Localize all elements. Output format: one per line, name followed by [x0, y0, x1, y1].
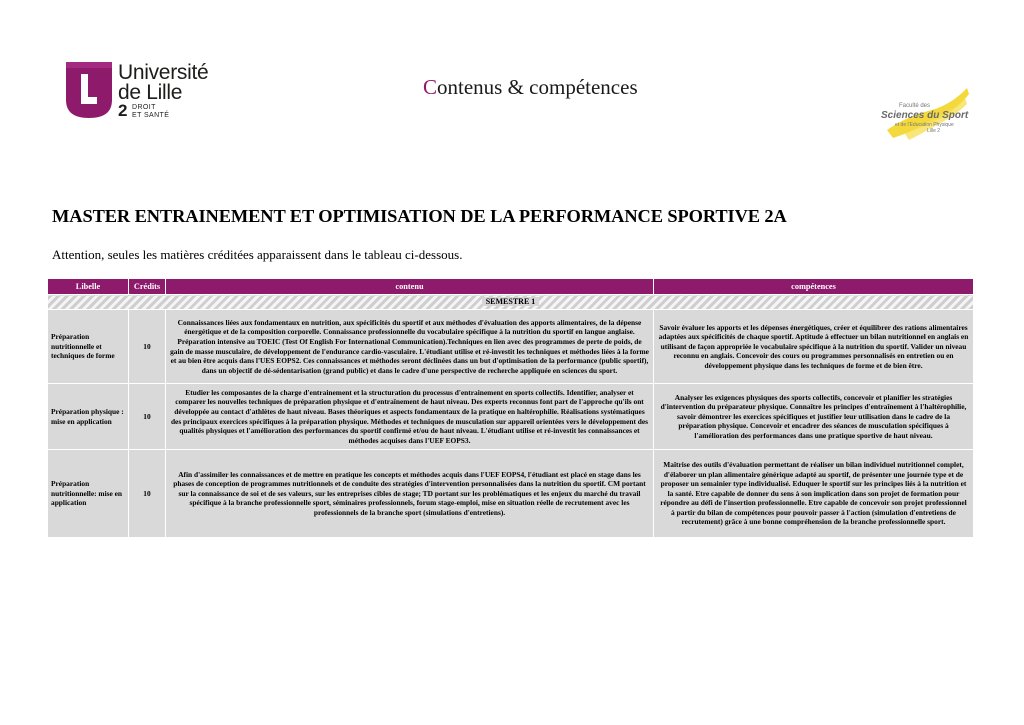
university-name-line2: de Lille: [118, 81, 183, 104]
table-row: [48, 450, 974, 538]
master-title: MASTER ENTRAINEMENT ET OPTIMISATION DE LA PERFORMANCE SPORTIVE 2A: [52, 206, 787, 226]
cell-contenu: Etudier les composantes de la charge d'entrainement et la structuration du processus d'entrainement en sports collectifs. Identifier, analyser et comparer les nouvelles techniques de préparation physique et d'entraînement de haut niveau. Des experts reconnus font part de l'approche qu'ils ont développée au contact d'athlètes de haut niveau. Bases théoriques et aspects fondamentaux de la pratique en haltérophilie. Réalisations systématiques des principaux exercices spécifiques à la préparation physique. Méthodes et techniques de musculation sur appareil orientées vers le développement des qualités physiques et l'amélioration des performances du sportif confirmé et/ou de haut niveau. L'étudiant utilise et ré-investit les connaissances et méthodes acquises dans l'UEF EOPS3.: [166, 384, 654, 450]
page-title-initial: C: [423, 75, 438, 99]
faculty-logo-line4: Lille 2: [927, 128, 941, 134]
column-header-contenu: contenu: [166, 279, 654, 295]
cell-credits: 10: [129, 310, 166, 384]
university-logo-mark-icon: [66, 62, 112, 118]
cell-libelle: Préparation nutritionnelle: mise en application: [48, 450, 129, 538]
column-header-competences: compétences: [654, 279, 974, 295]
semester-cell: [48, 295, 974, 310]
university-name-line1: Université: [118, 61, 209, 84]
column-header-libelle: Libelle: [48, 279, 129, 295]
cell-libelle: Préparation nutritionnelle et techniques de forme: [48, 310, 129, 384]
faculty-logo-line2: Sciences du Sport: [881, 110, 969, 121]
courses-table: [47, 278, 974, 538]
semester-row: [48, 295, 974, 310]
cell-contenu: Afin d'assimiler les connaissances et de mettre en pratique les concepts et méthodes acquis dans l'UEF EOPS4, l'étudiant est placé en stage dans les phases de conception de programmes nutritionnels et de conduite des stratégies d'intervention personnalisées dans la nutrition du sportif. CM portant sur la connaissance de soi et de ses valeurs, sur les entreprises cibles de stage; TD portant sur les problématiques et les enjeux du marché du travail spécifique à la branche professionnelle sport, séminaires professionnels, forum stage-emploi, mise en situation réelle de recrutement avec les professionnels de la branche sport (simulations d'entretiens).: [166, 450, 654, 538]
cell-libelle: Préparation physique : mise en application: [48, 384, 129, 450]
cell-competences: Savoir évaluer les apports et les dépenses énergétiques, créer et équilibrer des rations alimentaires adaptées aux spécificités de chaque sportif. Aptitude à effectuer un bilan nutritionnel en anglais en utilisant de façon appropriée le vocabulaire spécifique à la nutrition du sportif. Valider un niveau reconnu en anglais. Concevoir des cours ou programmes personnalisés en entretien ou en développement physique dans les techniques de forme et de bien être.: [654, 310, 974, 384]
page-title-rest: ontenus & compétences: [437, 75, 638, 99]
faculty-logo-line1: Faculté des: [899, 103, 931, 109]
university-logo: [66, 62, 216, 122]
faculty-logo-line3: et de l'Education Physique: [895, 122, 954, 128]
table-header-row: [48, 279, 974, 295]
university-sub2: ET SANTÉ: [132, 112, 170, 119]
cell-credits: 10: [129, 450, 166, 538]
semester-label: SEMESTRE 1: [482, 297, 540, 306]
cell-competences: Maîtrise des outils d'évaluation permettant de réaliser un bilan individuel nutritionnel complet, d'élaborer un plan alimentaire générique adapté au sportif, de présenter une journée type et de proposer un semainier type individualisé. Eduquer le sportif sur les principes liés à la nutrition et la santé. Etre capable de donner du sens à son implication dans son projet de formation pour répondre au défi de l'insertion professionnelle. Etre capable de concevoir son projet professionnel à partir du bilan de compétences pour pouvoir passer à l'action (simulation d'entretiens de recrutement) grâce à une bonne compréhension de la branche professionnelle sport.: [654, 450, 974, 538]
table-row: [48, 384, 974, 450]
table-row: [48, 310, 974, 384]
column-header-credits: Crédits: [129, 279, 166, 295]
cell-contenu: Connaissances liées aux fondamentaux en nutrition, aux spécificités du sportif et aux méthodes d'évaluation des apports alimentaires, de la dépense énergétique et de la composition corporelle. Connaissance professionnelle du vocabulaire spécifique à la nutrition du sportif en langue anglaise. Préparation intensive au TOEIC (Test Of English For International Communication).Techniques en lien avec des programmes de perte de poids, de gain de masse musculaire, de développement de l'endurance cardio-vasculaire. L'étudiant utilise et ré-investit les techniques et méthodes liées à la forme et au bien être acquis dans l'UES EOPS2. Ces connaissances et méthodes seront déclinées dans un but d'optimisation de la performance (public sportif), dans un objectif de dé-sédentarisation (grand public) et dans le cadre d'une perspective de recherche appliquée en sciences du sport.: [166, 310, 654, 384]
university-number: 2: [118, 101, 128, 120]
university-sub1: DROIT: [132, 104, 156, 111]
page-title: [423, 75, 638, 100]
cell-competences: Analyser les exigences physiques des sports collectifs, concevoir et planifier les stratégies d'intervention du préparateur physique. Connaître les principes d'entraînement à l'haltérophilie, savoir démontrer les exercices spécifiques et justifier leur utilisation dans le cadre de la préparation physique. Concevoir et encadrer des séances de musculation spécifiques à l'amélioration des performances dans une pratique sportive de haut niveau.: [654, 384, 974, 450]
faculty-logo: [877, 86, 971, 142]
cell-credits: 10: [129, 384, 166, 450]
notice-text: Attention, seules les matières créditées apparaissent dans le tableau ci-dessous.: [52, 247, 463, 262]
